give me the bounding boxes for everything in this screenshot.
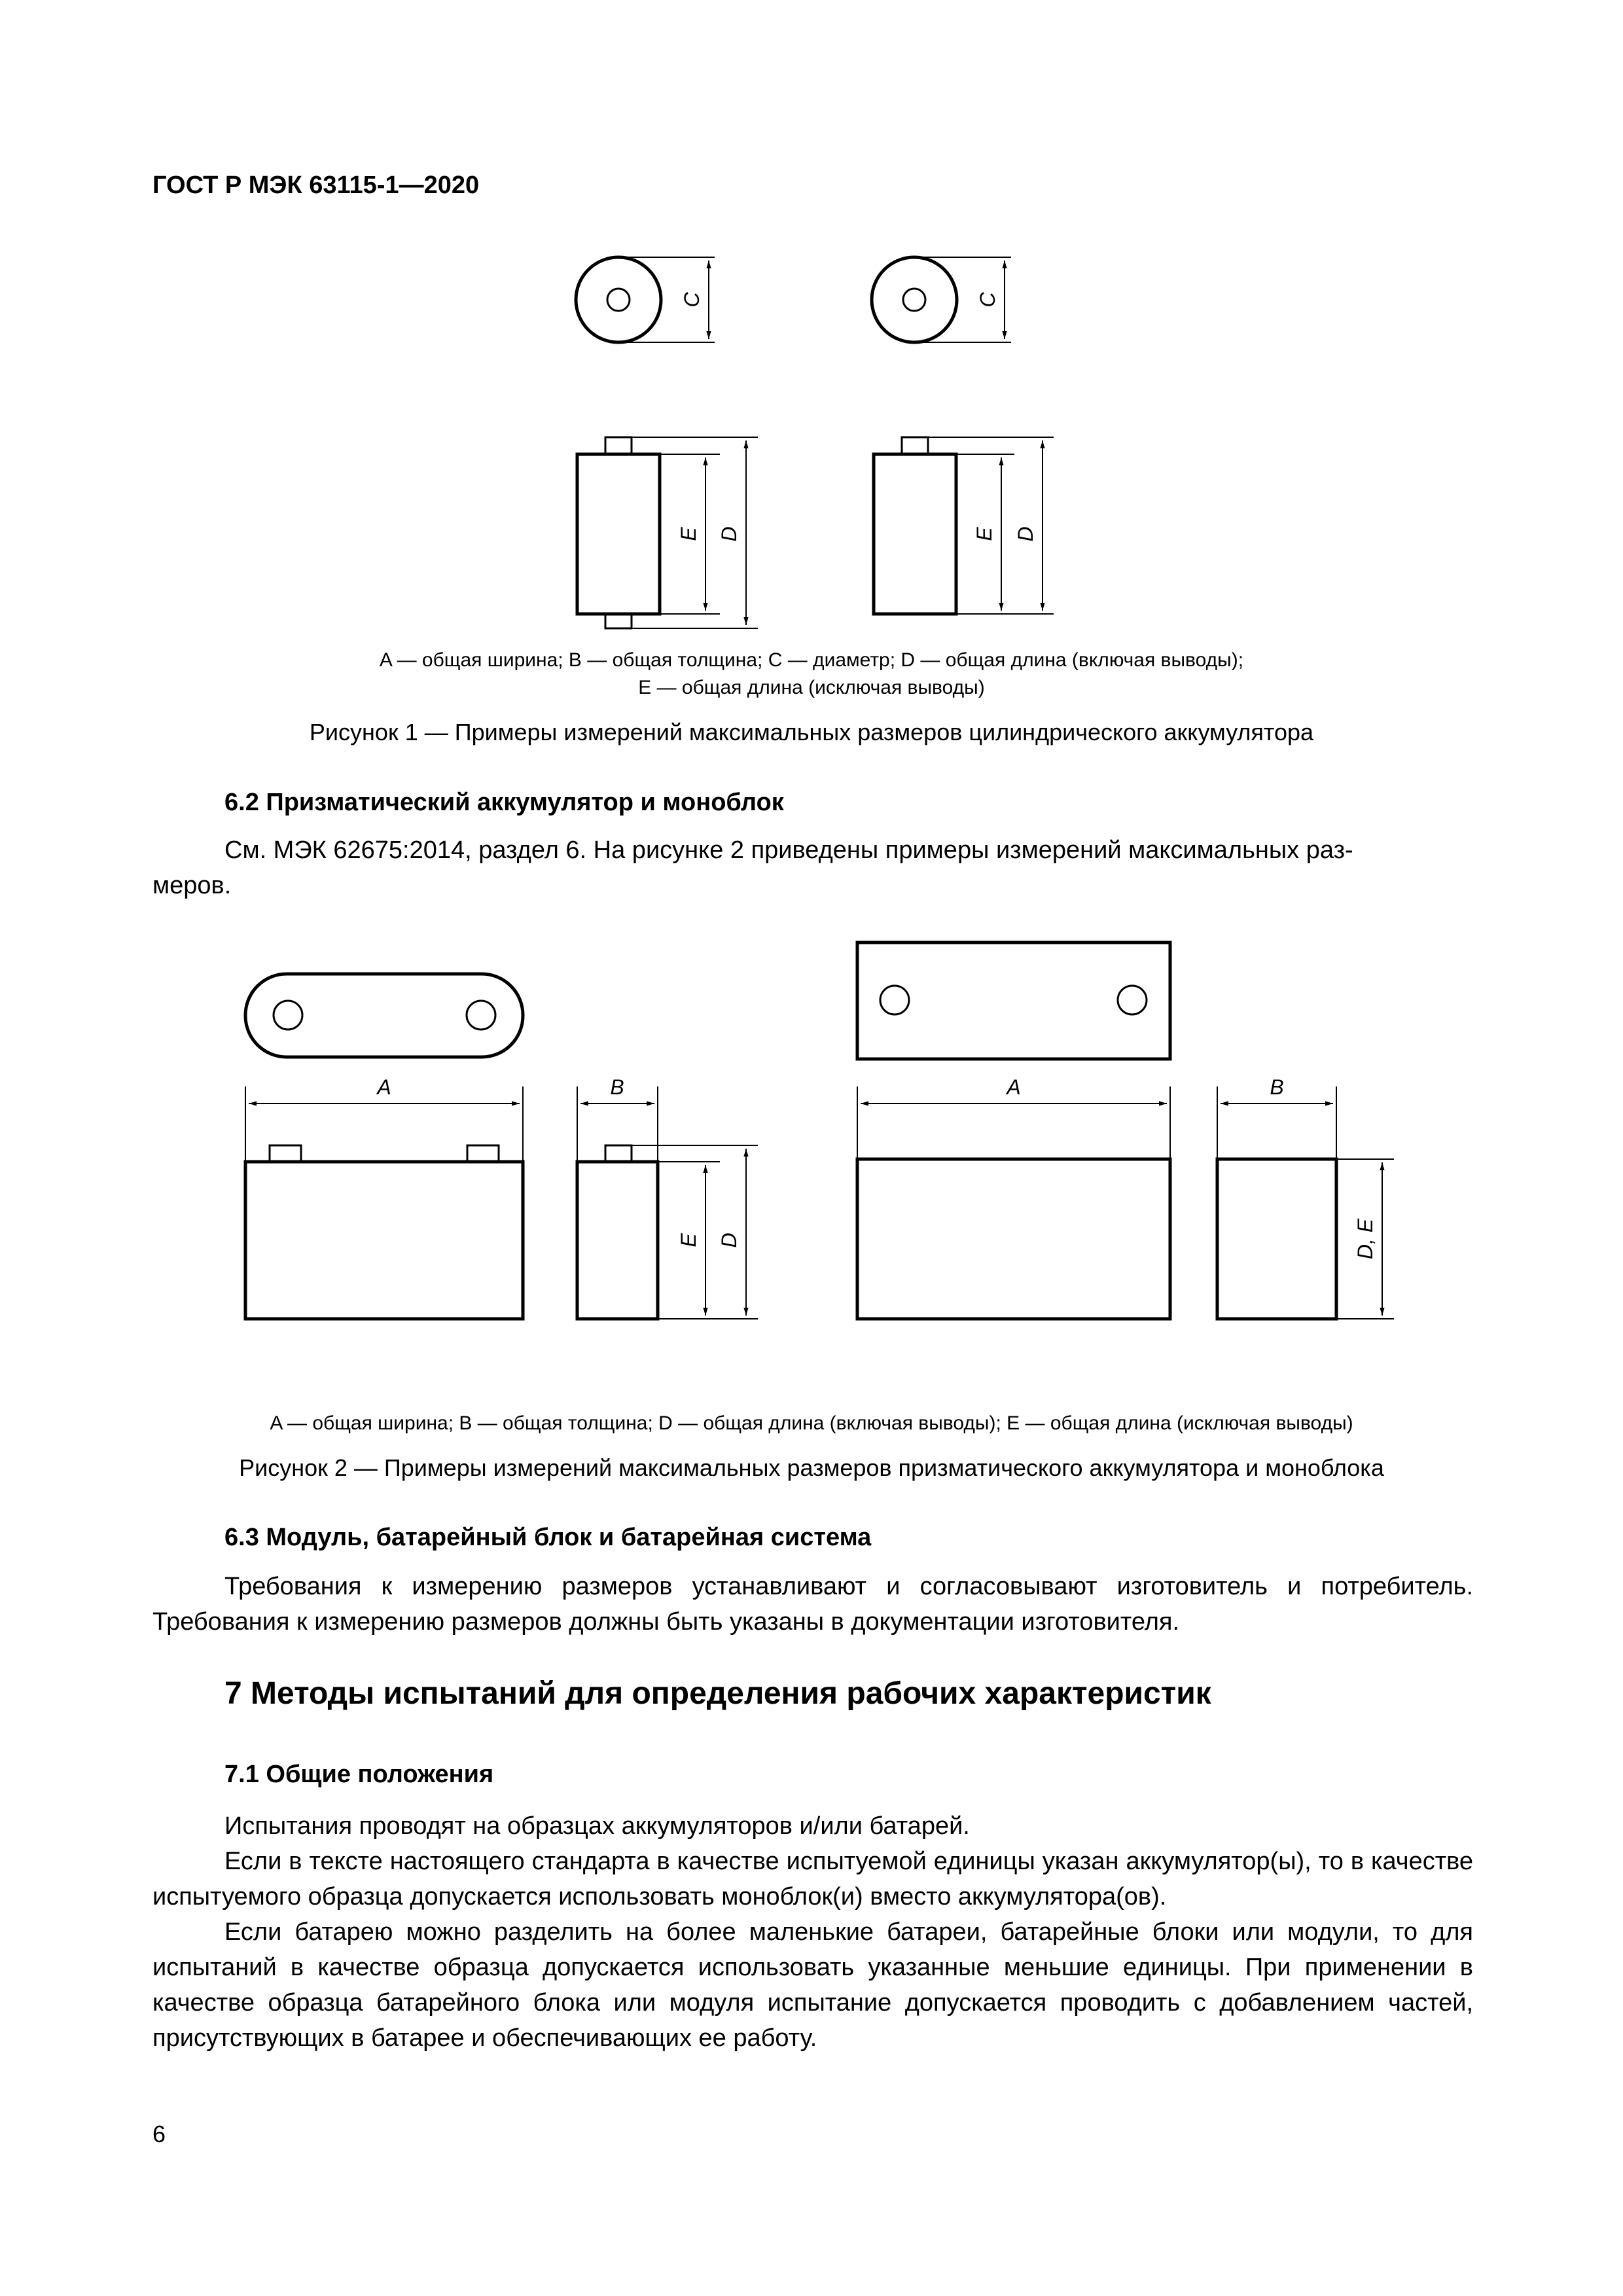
fig2-label-a-right: A [1007, 1075, 1021, 1099]
fig2-label-d-left: D [717, 1232, 741, 1248]
fig1-label-d-left: D [717, 526, 741, 542]
figure-2-legend: A — общая ширина; B — общая толщина; D — общая длина (включая выводы); E — общая длина (исключая выводы) [270, 1412, 1353, 1434]
section-6-2-para-line-2: меров. [152, 872, 232, 899]
figure-1-legend-line-1: A — общая ширина; B — общая толщина; C — диаметр; D — общая длина (включая выводы); [379, 649, 1244, 671]
section-7-1-para-2: Если в тексте настоящего стандарта в качестве испытуемой единицы указан аккумулятор(ы), то в качестве испытуемого образца допускается использовать моноблок(и) вместо аккумулятора(ов). [152, 1848, 1473, 1910]
fig2-label-e-left: E [677, 1233, 700, 1247]
fig2-right-top-view [857, 942, 1170, 1059]
fig1-label-e-right: E [972, 527, 996, 541]
fig2-label-a-left: A [377, 1075, 391, 1099]
fig1-label-c-right: C [976, 292, 999, 308]
figure-2-caption: Рисунок 2 — Примеры измерений максимальных размеров призматического аккумулятора и моноблока [239, 1454, 1384, 1481]
section-6-2-heading: 6.2 Призматический аккумулятор и моноблок [224, 789, 784, 816]
section-6-3-text: Требования к измерению размеров устанавливают и согласовывают изготовитель и потребитель. Требования к измерению размеров должны быть указаны в документации изготовителя. [152, 1573, 1473, 1636]
fig2-label-b-left: B [610, 1075, 624, 1099]
figure-1-drawing [0, 236, 1623, 641]
fig1-label-e-left: E [677, 527, 700, 541]
fig1-right-side-view [874, 437, 1054, 614]
section-6-3-paragraph [152, 1569, 1473, 1640]
fig2-left-front-view [245, 1086, 523, 1319]
section-7-1-heading: 7.1 Общие положения [224, 1761, 494, 1788]
section-6-3-heading: 6.3 Модуль, батарейный блок и батарейная система [224, 1524, 872, 1551]
figure-1-legend-line-2: E — общая длина (исключая выводы) [638, 677, 985, 698]
figure-1-caption: Рисунок 1 — Примеры измерений максимальных размеров цилиндрического аккумулятора [309, 719, 1314, 745]
section-6-2-para-line-1: См. МЭК 62675:2014, раздел 6. На рисунке 2 приведены примеры измерений максимальных раз- [224, 836, 1353, 864]
section-7-1-body [152, 1808, 1473, 2056]
section-7-1-para-3: Если батарею можно разделить на более маленькие батареи, батарейные блоки или модули, то для испытаний в качестве образца допускается использовать указанные меньшие единицы. При применении в качестве образца батарейного блока или модуля испытание допускается проводить с добавлением частей, присутствующих в батарее и обеспечивающих ее работу. [152, 1918, 1473, 2052]
figure-2-drawing [0, 923, 1623, 1335]
fig1-label-d-right: D [1014, 526, 1037, 542]
section-7-heading: 7 Методы испытаний для определения рабочих характеристик [224, 1676, 1211, 1711]
fig2-right-front-view [857, 1086, 1170, 1319]
fig2-left-side-view [577, 1086, 758, 1319]
fig1-label-c-left: C [680, 292, 704, 308]
fig2-label-de-right: D, E [1353, 1218, 1377, 1260]
fig2-right-side-view [1217, 1086, 1394, 1319]
fig2-label-b-right: B [1270, 1075, 1284, 1099]
page-number: 6 [152, 2121, 166, 2147]
section-7-1-para-1: Испытания проводят на образцах аккумуляторов и/или батарей. [224, 1812, 970, 1840]
fig2-left-top-view [245, 974, 523, 1057]
document-id-header: ГОСТ Р МЭК 63115-1—2020 [152, 171, 480, 199]
